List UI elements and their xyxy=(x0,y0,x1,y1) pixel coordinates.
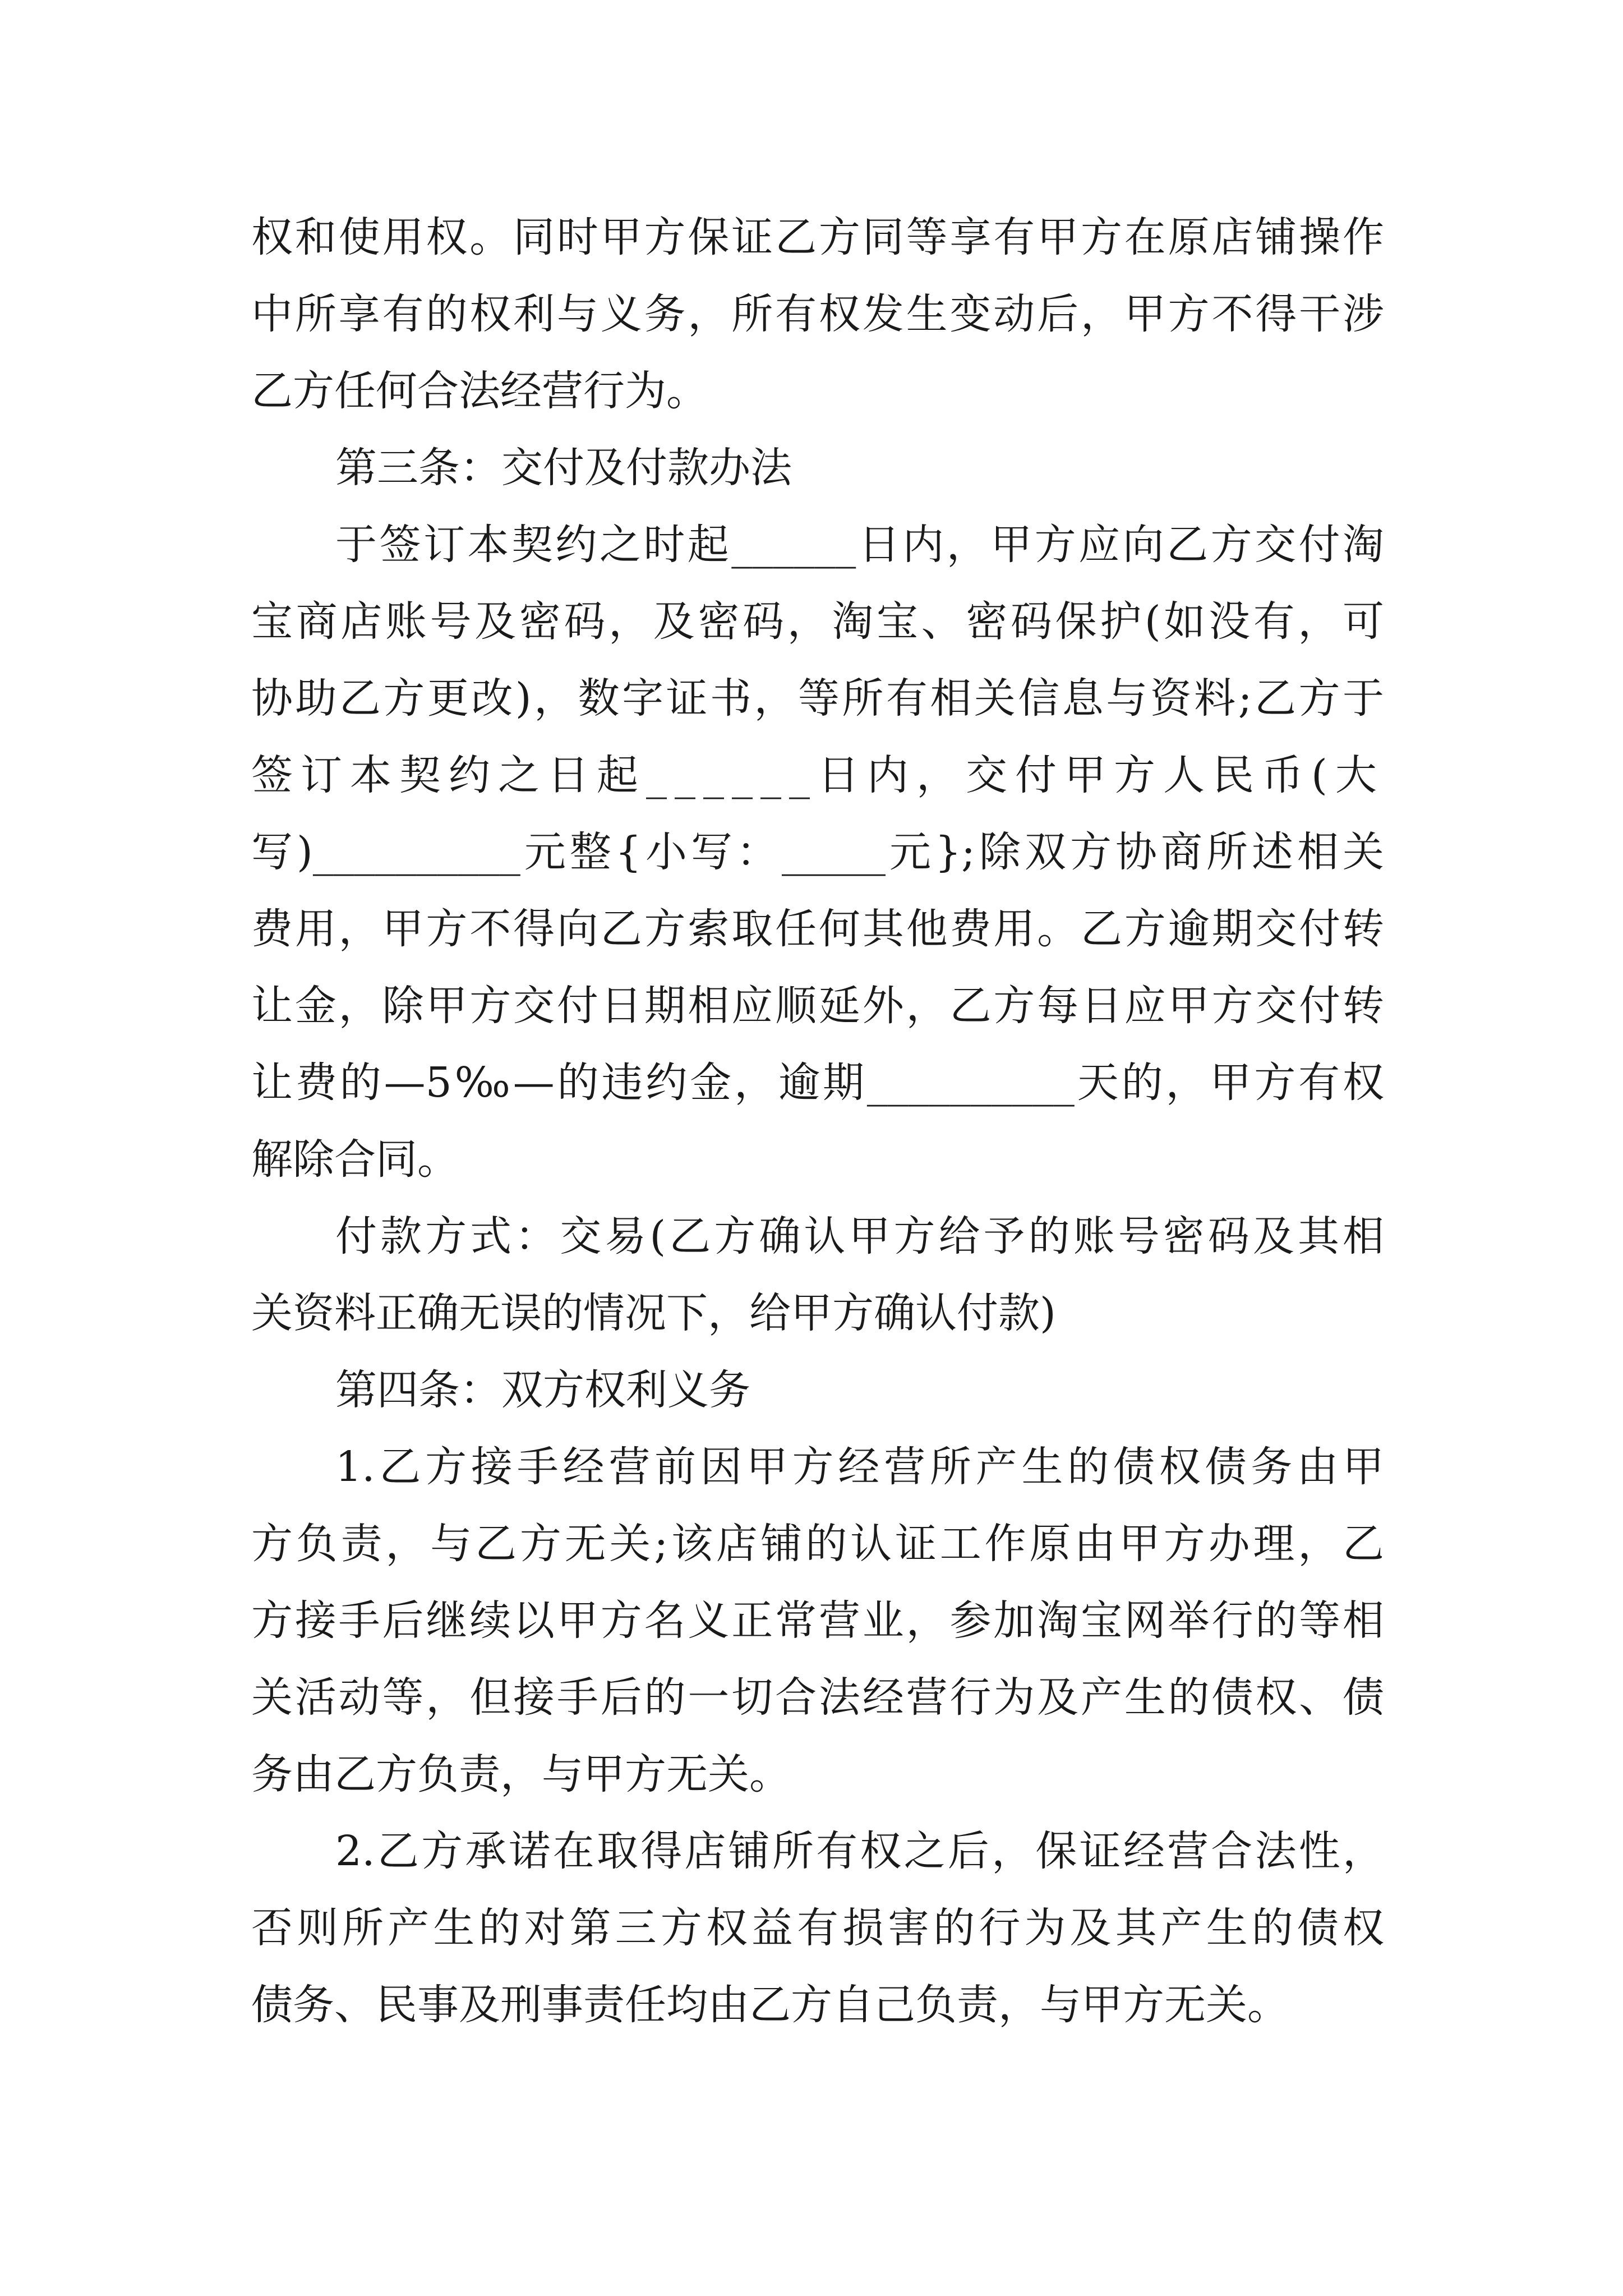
text-line: 让费的—5‰—的违约金，逾期__________天的，甲方有权 xyxy=(251,1059,1384,1107)
text-line: 方接手后继续以甲方名义正常营业，参加淘宝网举行的等相 xyxy=(251,1596,1384,1645)
text-line: 乙方任何合法经营行为。 xyxy=(251,367,708,415)
text-line: 解除合同。 xyxy=(251,1135,459,1184)
text-line: 务由乙方负责，与甲方无关。 xyxy=(251,1750,791,1798)
text-line: 签订本契约之日起______日内，交付甲方人民币(大 xyxy=(251,751,1385,799)
text-line: 方负责，与乙方无关;该店铺的认证工作原由甲方办理，乙 xyxy=(251,1520,1384,1568)
text-line: 写)__________元整{小写：_____元};除双方协商所述相关 xyxy=(251,828,1384,876)
payment-method-line: 付款方式：交易(乙方确认甲方给予的账号密码及其相 xyxy=(335,1212,1384,1260)
text-line: 权和使用权。同时甲方保证乙方同等享有甲方在原店铺操作 xyxy=(251,213,1384,261)
section-heading-4: 第四条：双方权利义务 xyxy=(335,1366,750,1414)
text-line: 中所享有的权利与义务，所有权发生变动后，甲方不得干涉 xyxy=(251,290,1384,338)
section-heading-3: 第三条：交付及付款办法 xyxy=(335,444,792,492)
text-line: 债务、民事及刑事责任均由乙方自己负责，与甲方无关。 xyxy=(251,1981,1289,2029)
text-line: 于签订本契约之时起______日内，甲方应向乙方交付淘 xyxy=(335,521,1384,569)
text-line: 让金，除甲方交付日期相应顺延外，乙方每日应甲方交付转 xyxy=(251,982,1384,1030)
text-line: 宝商店账号及密码，及密码，淘宝、密码保护(如没有，可 xyxy=(251,597,1384,646)
text-line: 否则所产生的对第三方权益有损害的行为及其产生的债权 xyxy=(251,1904,1384,1952)
clause-1-line: 1.乙方接手经营前因甲方经营所产生的债权债务由甲 xyxy=(335,1443,1384,1491)
clause-2-line: 2.乙方承诺在取得店铺所有权之后，保证经营合法性， xyxy=(335,1827,1384,1875)
text-line: 费用，甲方不得向乙方索取任何其他费用。乙方逾期交付转 xyxy=(251,905,1384,953)
text-line: 协助乙方更改)，数字证书，等所有相关信息与资料;乙方于 xyxy=(251,674,1384,723)
document-body xyxy=(251,199,1384,2044)
text-line: 关活动等，但接手后的一切合法经营行为及产生的债权、债 xyxy=(251,1673,1384,1722)
text-line: 关资料正确无误的情况下，给甲方确认付款) xyxy=(251,1289,1056,1337)
